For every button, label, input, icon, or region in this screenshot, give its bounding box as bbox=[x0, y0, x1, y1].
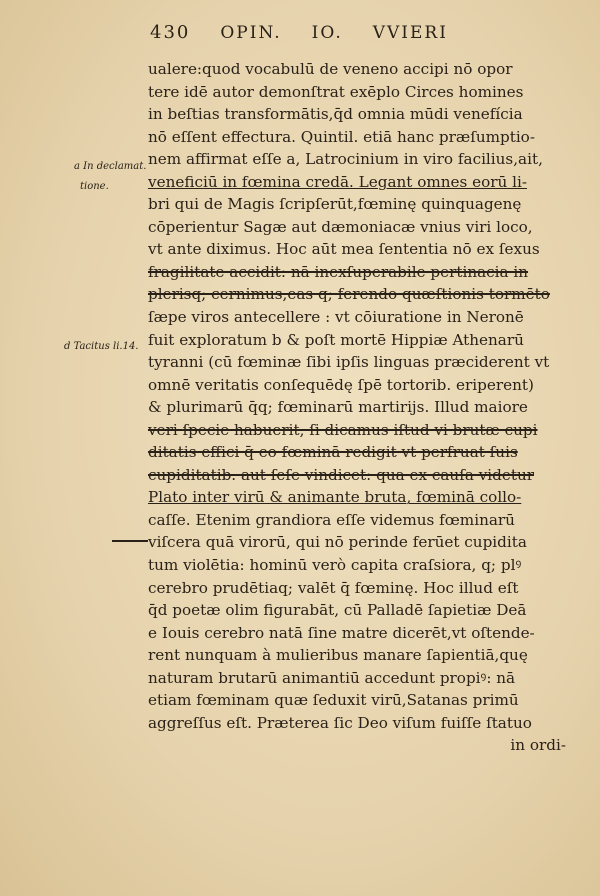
text-line: naturam brutarū animantiū accedunt propiꝰ: nā bbox=[148, 668, 516, 687]
text-line: plerisq; cernimus,eas q; ferendo quæſtionis tormēto bbox=[148, 285, 550, 304]
margin-note: a In declamat. bbox=[74, 161, 147, 172]
text-line: e Iouis cerebro natā ſine matre dicerēt,vt oſtende- bbox=[148, 623, 535, 642]
margin-note: tione. bbox=[80, 181, 109, 192]
margin-note: d Tacitus li.14. bbox=[64, 341, 139, 352]
text-line: q̄d poetæ olim figurabāt, cū Palladē ſapietiæ Deā bbox=[148, 601, 527, 620]
text-line: nem affirmat eſſe a, Latrocinium in viro facilius,ait, bbox=[148, 150, 543, 169]
text-line: bri qui de Magis ſcripſerūt,fœminę quinquagenę bbox=[148, 195, 522, 214]
text-line: veneficiū in fœmina credā. Legant omnes eorū li- bbox=[148, 172, 527, 191]
page-number: 430 bbox=[150, 22, 191, 43]
margin-dash bbox=[112, 540, 148, 542]
text-line: in beſtias transformātis,q̄d omnia mūdi venefícia bbox=[148, 105, 523, 124]
text-line: viſcera quā virorū, qui nō perinde ferūet cupidita bbox=[148, 533, 527, 552]
text-line: fuit exploratum b & poſt mortē Hippiæ Athenarū bbox=[148, 330, 524, 349]
text-line: veri ſpecie habuerit, ſi dicamus iſtud vi brutæ cupi bbox=[148, 420, 538, 439]
text-line: in ordi- bbox=[510, 736, 566, 755]
running-title-part: VVIERI bbox=[372, 23, 448, 43]
text-line: nō eſſent effectura. Quintil. etiā hanc præſumptio- bbox=[148, 127, 535, 146]
text-line: aggreſſus eſt. Præterea ſic Deo viſum fuiſſe ſtatuo bbox=[148, 713, 532, 732]
running-title-part: IO. bbox=[311, 23, 343, 43]
text-line: omnē veritatis conſequēdę ſpē tortorib. eriperent) bbox=[148, 375, 534, 394]
text-line: tere idē autor demonſtrat exēplo Circes homines bbox=[148, 82, 524, 101]
text-line: ditatis effici q̄ eo fœminā redigit vt perfruat ſuis bbox=[148, 443, 518, 462]
text-line: fragilitate accidit: nā inexſuperabile pertinacia in bbox=[148, 262, 529, 281]
text-line: ualere:quod vocabulū de veneno accipi nō opor bbox=[148, 60, 513, 78]
text-line: etiam fœminam quæ ſeduxit virū,Satanas primū bbox=[148, 691, 519, 710]
running-header bbox=[150, 22, 570, 43]
text-line: caſſe. Etenim grandiora eſſe videmus fœminarū bbox=[148, 510, 515, 529]
text-line: Plato inter virū & animante bruta, fœminā collo- bbox=[148, 488, 522, 507]
text-line: cerebro prudētiaq; valēt q̄ fœminę. Hoc illud eſt bbox=[148, 578, 519, 597]
text-line: cupiditatib. aut ſeſe vindicet: qua ex cauſa videtur bbox=[148, 465, 534, 484]
text-line: cōperientur Sagæ aut dæmoniacæ vnius viri loco, bbox=[148, 217, 533, 236]
text-line: tum violētia: hominū verò capita craſsiora, q; plꝰ bbox=[148, 556, 522, 575]
text-line: rent nunquam à mulieribus manare ſapientiā,quę bbox=[148, 646, 528, 665]
main-text-block bbox=[148, 58, 576, 757]
text-line: ſæpe viros antecellere : vt cōiuratione in Neronē bbox=[148, 308, 524, 327]
running-title-part: OPIN. bbox=[220, 23, 282, 43]
text-line: & plurimarū q̄q; fœminarū martirijs. Illud maiore bbox=[148, 398, 528, 417]
text-line: tyranni (cū fœminæ ſibi ipſis linguas præciderent vt bbox=[148, 353, 550, 372]
text-line: vt ante diximus. Hoc aūt mea ſententia nō ex ſexus bbox=[148, 240, 540, 259]
